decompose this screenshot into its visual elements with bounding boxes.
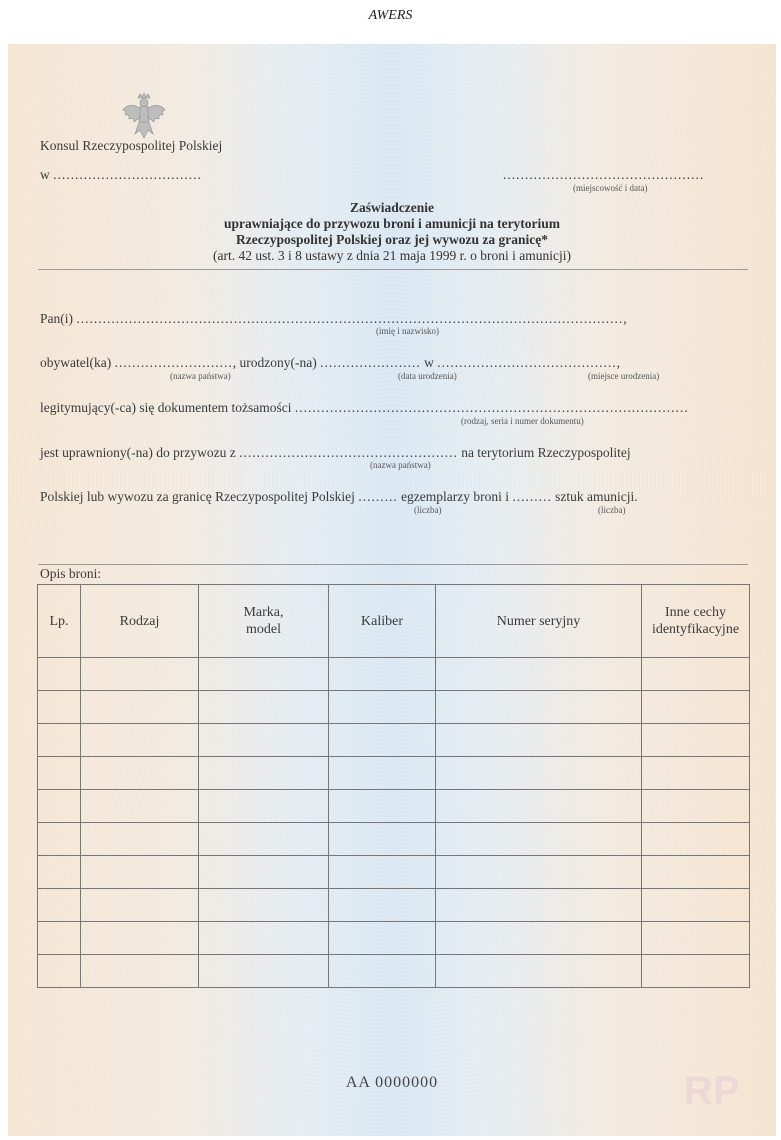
table-cell[interactable]	[329, 757, 436, 790]
birthplace-caption: (miejsce urodzenia)	[588, 371, 660, 381]
table-cell[interactable]	[81, 922, 199, 955]
table-cell[interactable]	[38, 856, 81, 889]
birthdate-caption: (data urodzenia)	[398, 371, 457, 381]
col-header-numer-seryjny: Numer seryjny	[436, 585, 642, 658]
table-cell[interactable]	[436, 823, 642, 856]
place-date-caption: (miejscowość i data)	[573, 183, 648, 193]
table-cell[interactable]	[199, 856, 329, 889]
table-cell[interactable]	[199, 955, 329, 988]
rp-watermark: RP	[684, 1069, 740, 1113]
table-cell[interactable]	[38, 757, 81, 790]
citizenship-row: obywatel(ka) ..........................., urodzony(-na) ....................... w .........................................,	[40, 355, 620, 370]
table-cell[interactable]	[642, 889, 750, 922]
table-cell[interactable]	[81, 790, 199, 823]
table-cell[interactable]	[38, 955, 81, 988]
table-cell[interactable]	[329, 691, 436, 724]
col-header-inne-cechy	[642, 585, 750, 658]
table-cell[interactable]	[199, 922, 329, 955]
issuer-title: Konsul Rzeczypospolitej Polskiej	[40, 138, 223, 153]
table-cell[interactable]	[436, 724, 642, 757]
weapons-header-row	[38, 585, 750, 658]
citizen-label: obywatel(ka)	[40, 355, 112, 370]
table-cell[interactable]	[38, 922, 81, 955]
table-cell[interactable]	[642, 757, 750, 790]
table-cell[interactable]	[642, 724, 750, 757]
weapons-count-dots: .........	[358, 489, 398, 504]
col-header-marka-model-text: Marka, model	[243, 605, 284, 637]
table-cell[interactable]	[199, 724, 329, 757]
name-caption: (imię i nazwisko)	[376, 326, 439, 336]
table-cell[interactable]	[81, 691, 199, 724]
table-cell[interactable]	[642, 658, 750, 691]
name-field-row: Pan(i) .............................................................................................................................,	[40, 311, 627, 326]
import-country-row	[40, 445, 631, 461]
col-header-lp: Lp.	[38, 585, 81, 658]
copies-label: egzemplarzy broni i	[401, 489, 510, 504]
table-row	[38, 955, 750, 988]
col-header-kaliber: Kaliber	[329, 585, 436, 658]
weapons-section-label: Opis broni:	[40, 566, 102, 581]
ammo-label: sztuk amunicji.	[555, 489, 638, 504]
table-row	[38, 823, 750, 856]
table-row	[38, 691, 750, 724]
territory-label: na terytorium Rzeczypospolitej	[461, 445, 631, 460]
weapons-divider	[38, 564, 748, 565]
table-cell[interactable]	[436, 757, 642, 790]
table-cell[interactable]	[199, 658, 329, 691]
issuer-location-prefix: w	[40, 167, 50, 182]
table-cell[interactable]	[199, 757, 329, 790]
export-label: Polskiej lub wywozu za granicę Rzeczypospolitej Polskiej	[40, 489, 355, 504]
table-cell[interactable]	[436, 790, 642, 823]
table-cell[interactable]	[81, 955, 199, 988]
birthplace-dots: .........................................	[437, 355, 617, 370]
table-cell[interactable]	[642, 823, 750, 856]
table-cell[interactable]	[436, 658, 642, 691]
table-cell[interactable]	[436, 856, 642, 889]
title-line-1: Zaświadczenie	[350, 200, 434, 215]
title-line-3: Rzeczypospolitej Polskiej oraz jej wywozu za granicę*	[236, 232, 548, 247]
table-cell[interactable]	[329, 955, 436, 988]
page-side-label: AWERS	[368, 8, 413, 23]
table-cell[interactable]	[436, 922, 642, 955]
identity-doc-row	[40, 400, 689, 416]
table-cell[interactable]	[436, 691, 642, 724]
title-line-2: uprawniające do przywozu broni i amunicji na terytorium	[223, 216, 561, 231]
table-row	[38, 790, 750, 823]
table-row	[38, 658, 750, 691]
table-cell[interactable]	[199, 691, 329, 724]
citizen-dots: ...........................	[114, 355, 233, 370]
table-cell[interactable]	[329, 658, 436, 691]
table-cell[interactable]	[38, 889, 81, 922]
table-row	[38, 889, 750, 922]
certificate-title	[8, 200, 776, 264]
table-cell[interactable]	[329, 922, 436, 955]
table-cell[interactable]	[642, 922, 750, 955]
table-cell[interactable]	[329, 724, 436, 757]
ammo-count-dots: .........	[512, 489, 552, 504]
table-cell[interactable]	[199, 823, 329, 856]
table-cell[interactable]	[38, 658, 81, 691]
table-cell[interactable]	[199, 889, 329, 922]
table-cell[interactable]	[642, 856, 750, 889]
table-cell[interactable]	[329, 790, 436, 823]
birthplace-label: w	[424, 355, 434, 370]
title-line-4: (art. 42 ust. 3 i 8 ustawy z dnia 21 maja 1999 r. o broni i amunicji)	[212, 248, 572, 263]
table-cell[interactable]	[642, 790, 750, 823]
identity-doc-caption: (rodzaj, seria i numer dokumentu)	[461, 416, 584, 426]
table-cell[interactable]	[642, 691, 750, 724]
table-cell[interactable]	[38, 691, 81, 724]
table-cell[interactable]	[329, 856, 436, 889]
country-caption: (nazwa państwa)	[170, 371, 231, 381]
table-cell[interactable]	[38, 724, 81, 757]
certificate-sheet	[8, 44, 776, 1136]
weapons-count-caption: (liczba)	[414, 505, 442, 515]
import-country-dots: ..................................................	[239, 445, 458, 460]
serial-number: AA 0000000	[345, 1074, 439, 1091]
table-cell[interactable]	[81, 658, 199, 691]
table-row	[38, 922, 750, 955]
weapons-table-body	[38, 658, 750, 988]
import-country-caption: (nazwa państwa)	[370, 460, 431, 470]
table-cell[interactable]	[81, 724, 199, 757]
issuer-location-line	[40, 167, 202, 183]
table-cell[interactable]	[329, 889, 436, 922]
identity-doc-dots: ..........................................................................................	[294, 400, 689, 415]
table-cell[interactable]	[329, 823, 436, 856]
ammo-count-caption: (liczba)	[598, 505, 626, 515]
col-header-inne-cechy-text: Inne cechy identyfikacyjne	[651, 605, 740, 637]
birthdate-dots: .......................	[320, 355, 421, 370]
identity-doc-label: legitymujący(-ca) się dokumentem tożsamości	[40, 400, 292, 415]
table-cell[interactable]	[199, 790, 329, 823]
title-divider	[38, 269, 748, 270]
table-cell[interactable]	[38, 823, 81, 856]
polish-eagle-emblem-icon	[121, 92, 167, 140]
table-cell[interactable]	[642, 955, 750, 988]
quantity-row	[40, 489, 638, 505]
table-cell[interactable]	[436, 955, 642, 988]
table-cell[interactable]	[38, 790, 81, 823]
weapons-table	[37, 584, 750, 988]
table-cell[interactable]	[81, 889, 199, 922]
col-header-rodzaj: Rodzaj	[81, 585, 199, 658]
table-cell[interactable]	[81, 757, 199, 790]
table-cell[interactable]	[81, 856, 199, 889]
entitled-label: jest uprawniony(-na) do przywozu z	[40, 445, 236, 460]
name-field-dots: .............................................................................................................................	[76, 311, 624, 326]
born-label: , urodzony(-na)	[232, 355, 317, 370]
table-row	[38, 724, 750, 757]
place-date-dots: ..............................................	[503, 167, 705, 182]
table-cell[interactable]	[81, 823, 199, 856]
table-row	[38, 856, 750, 889]
table-row	[38, 757, 750, 790]
table-cell[interactable]	[436, 889, 642, 922]
name-field-label: Pan(i)	[40, 311, 73, 326]
col-header-marka-model	[199, 585, 329, 658]
issuer-location-dots: ..................................	[53, 167, 202, 182]
